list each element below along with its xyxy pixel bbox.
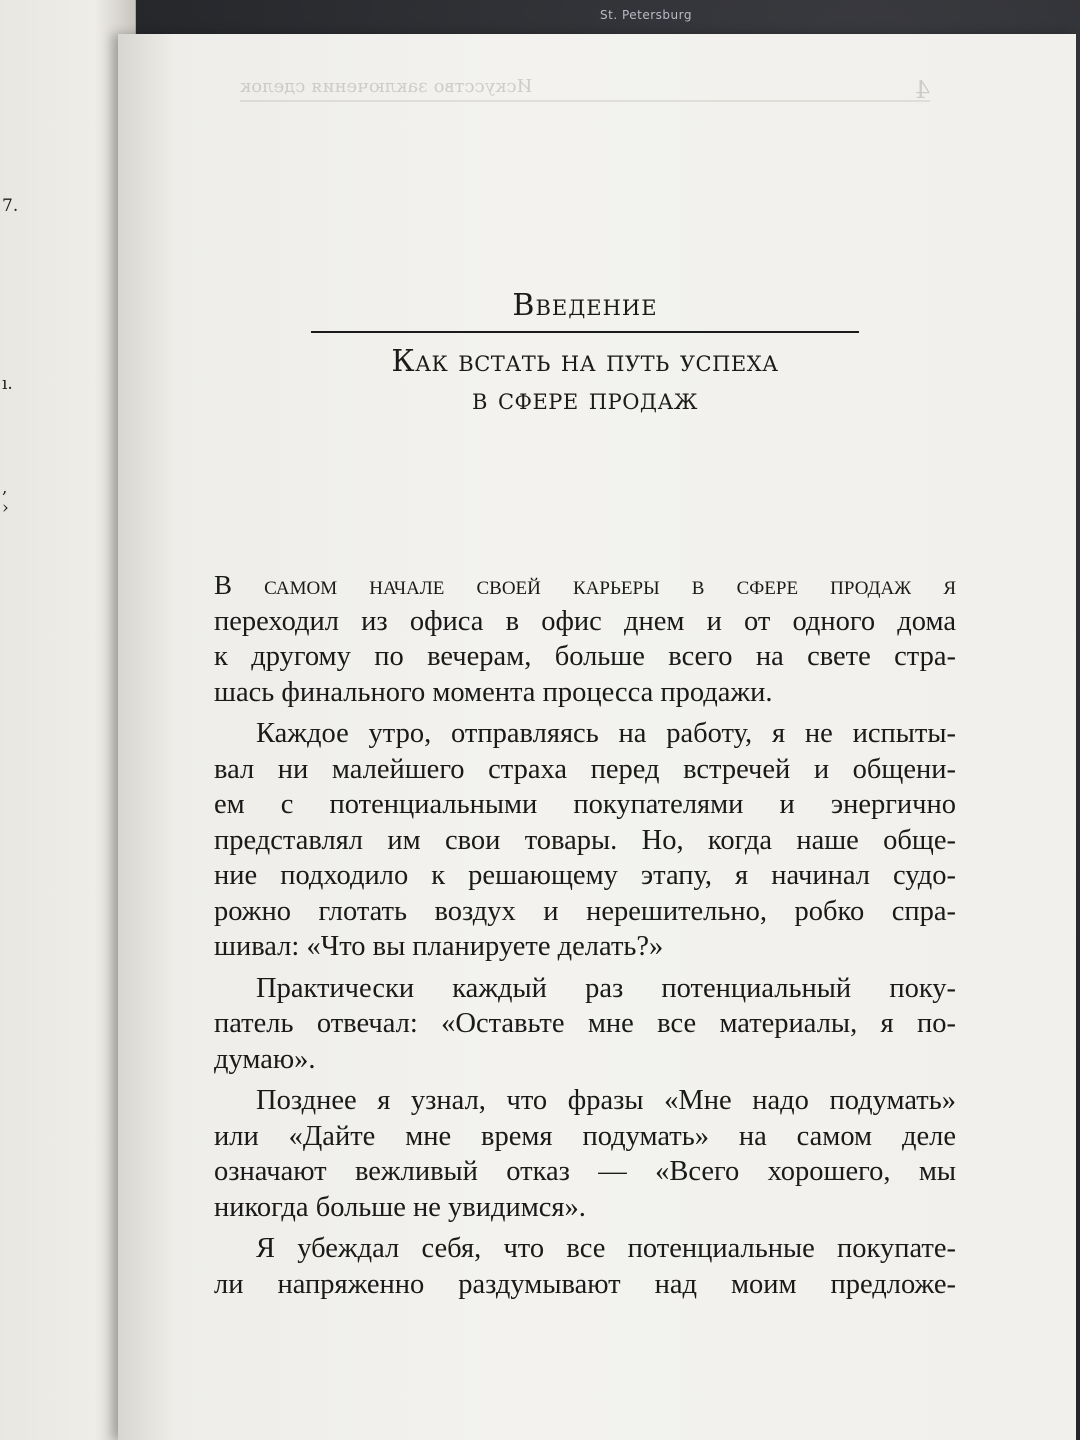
text-line: рожно глотать воздух и нерешительно, робко спра- <box>214 895 956 927</box>
bleed-page-number: 4 <box>914 76 930 104</box>
bleed-through-running-head <box>240 76 930 102</box>
left-page-fragment: 7. <box>2 196 19 216</box>
text-line: означают вежливый отказ — «Всего хорошего, мы <box>214 1156 956 1187</box>
paragraph-2 <box>214 716 956 965</box>
text-line: ем с потенциальными покупателями и энергично <box>214 789 956 820</box>
left-page-fragment: , <box>2 478 8 498</box>
paragraph-5 <box>214 1231 956 1302</box>
text-line: Практически каждый раз потенциальный поку- <box>256 972 956 1004</box>
left-page-fragment: › <box>2 498 9 518</box>
body-text <box>214 568 956 1308</box>
lead-line: В самом начале своей карьеры в сфере продаж я <box>214 570 956 600</box>
bleed-running-head-text: Искусство заключения сделок <box>240 76 533 97</box>
text-line: вал ни малейшего страха перед встречей и общени- <box>214 753 956 785</box>
text-line: Я убеждал себя, что все потенциальные покупате- <box>256 1233 956 1264</box>
paragraph-4 <box>214 1083 956 1225</box>
left-page-fragment: ı. <box>2 374 13 394</box>
text-line: шивал: «Что вы планируете делать?» <box>214 931 664 962</box>
text-line: патель отвечал: «Оставьте мне все материалы, я по- <box>214 1008 956 1039</box>
text-line: думаю». <box>214 1043 316 1075</box>
paragraph-1 <box>214 568 956 710</box>
chapter-label: Введение <box>512 288 658 323</box>
text-line: шась финального момента процесса продажи. <box>214 676 773 708</box>
text-line: Позднее я узнал, что фразы «Мне надо подумать» <box>256 1085 956 1116</box>
chapter-title-line-1: Как встать на путь успеха <box>391 344 779 379</box>
paragraph-3 <box>214 971 956 1078</box>
text-line: никогда больше не увидимся». <box>214 1191 586 1223</box>
text-line: Каждое утро, отправляясь на работу, я не испыты- <box>256 718 956 749</box>
heading-rule <box>311 331 859 333</box>
map-city-label: St. Petersburg <box>600 8 692 22</box>
chapter-heading <box>300 288 870 419</box>
text-line: представлял им свои товары. Но, когда наше обще- <box>214 824 956 856</box>
text-line: ние подходило к решающему этапу, я начинал судо- <box>214 860 956 891</box>
left-page <box>0 0 136 1440</box>
text-line: переходил из офиса в офис днем и от одного дома <box>214 605 956 637</box>
text-line: ли напряженно раздумывают над моим предложе- <box>214 1268 956 1300</box>
chapter-title-line-2: в сфере продаж <box>471 382 699 417</box>
text-line: или «Дайте мне время подумать» на самом деле <box>214 1120 956 1152</box>
text-line: к другому по вечерам, больше всего на свете стра- <box>214 641 956 672</box>
